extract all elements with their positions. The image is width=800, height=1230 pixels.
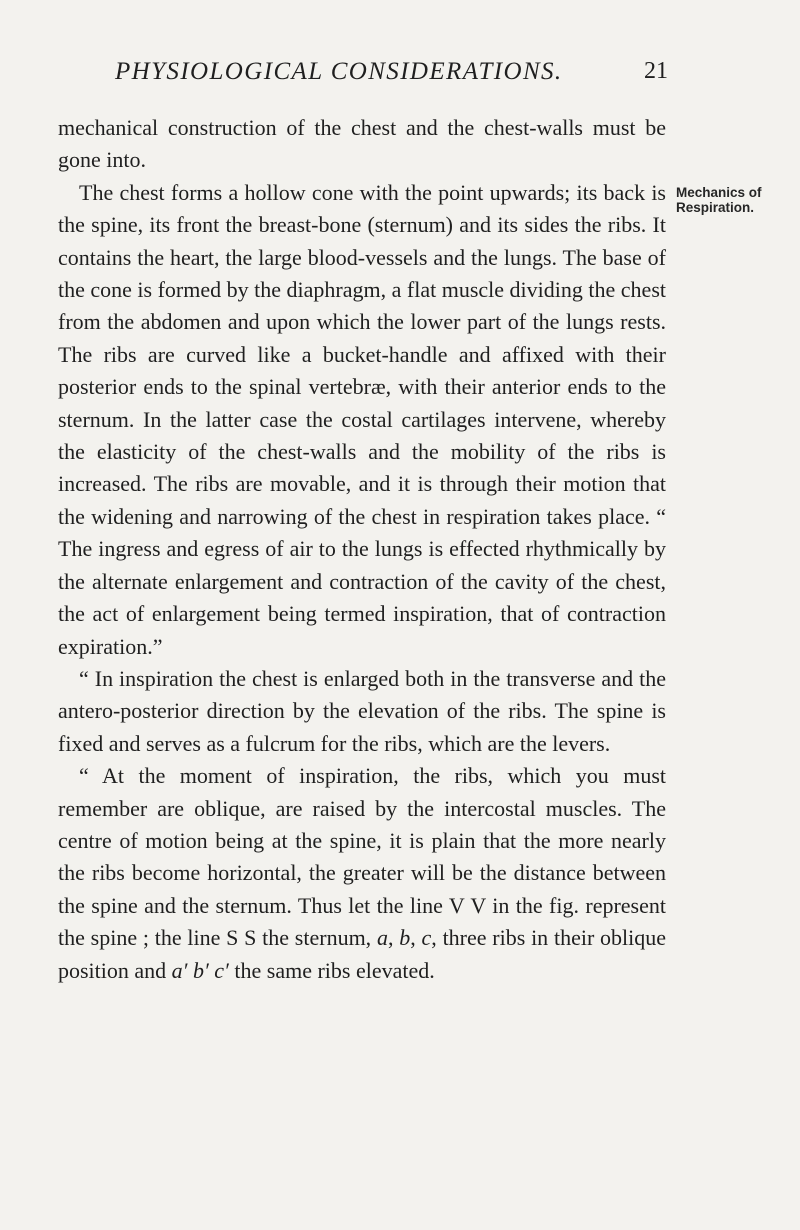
page-header	[115, 58, 668, 98]
rib-label-c: c	[421, 925, 432, 951]
paragraph-4	[58, 760, 666, 987]
rib-label-b: b	[399, 925, 411, 951]
paragraph-4-text: “ At the moment of inspiration, the ribs, which you must remember are oblique, are raised by the intercostal muscles. The centre of motion being at the spine, it is plain that the more nearly the ribs become horizontal, the greater will be the distance between the spine and the sternum. Thus let the line V V in the fig. represent the spine ; the line S S the sternum,	[58, 763, 666, 951]
paragraph-4-middle: , three ribs in their oblique position and	[58, 925, 667, 983]
page-number: 21	[644, 58, 668, 84]
sidenote-line-2: Respiration.	[676, 200, 755, 215]
paragraph-2: The chest forms a hollow cone with the point upwards; its back is the spine, its front the breast-bone (sternum) and its sides the ribs. It contains the heart, the large blood-vessels and the lungs. The base of the cone is formed by the diaphragm, a flat muscle dividing the chest from the abdomen and upon which the lower part of the lungs rests. The ribs are curved like a bucket-handle and affixed with their posterior ends to the spinal vertebræ, with their anterior ends to the sternum. In the latter case the costal cartilages intervene, whereby the elasticity of the chest-walls and the mobility of the ribs is increased. The ribs are movable, and it is through their motion that the widening and narrowing of the chest in respiration takes place. “ The ingress and egress of air to the lungs is effected rhythmically by the alternate enlargement and contraction of the cavity of the chest, the act of enlargement being termed inspiration, that of contraction expiration.”	[58, 179, 666, 659]
paragraph-1: mechanical construction of the chest and the chest-walls must be gone into.	[58, 115, 666, 173]
running-head: PHYSIOLOGICAL CONSIDERATIONS.	[115, 58, 563, 85]
rib-labels-elevated: a′ b′ c′	[171, 957, 229, 983]
paragraph-3: “ In inspiration the chest is enlarged both in the transverse and the antero-posterior direction by the elevation of the ribs. The spine is fixed and serves as a fulcrum for the ribs, which are the levers.	[58, 665, 666, 756]
sidenote-line-1: Mechanics of	[676, 185, 762, 200]
paragraph-4-end: the same ribs elevated.	[234, 957, 435, 983]
rib-label-a: a	[376, 925, 388, 951]
body-text	[58, 112, 666, 987]
comma: ,	[410, 925, 416, 951]
margin-sidenote	[676, 185, 796, 215]
comma: ,	[387, 925, 394, 951]
